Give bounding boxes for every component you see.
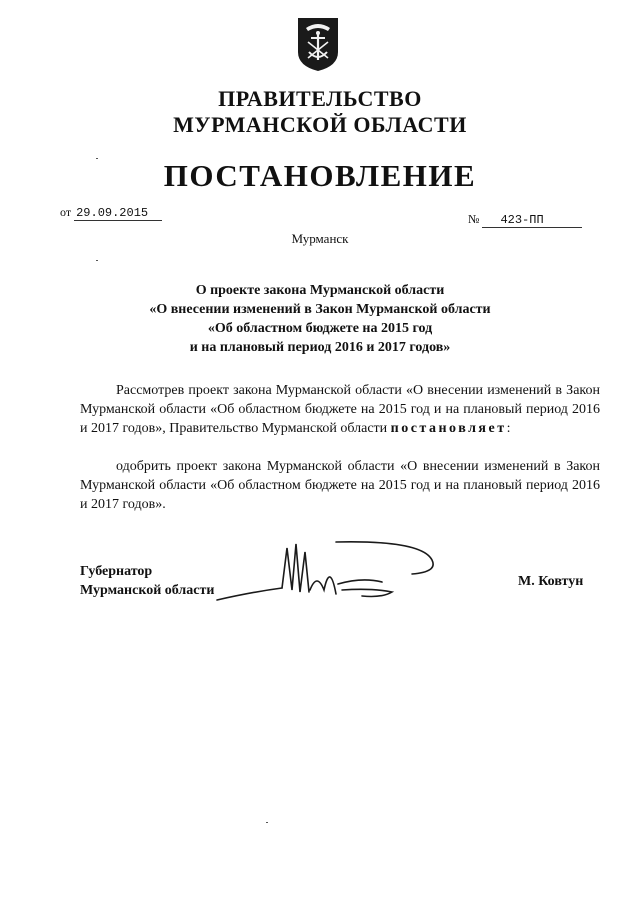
document-number-value: 423-ПП (482, 213, 581, 228)
date-field (60, 205, 162, 221)
subject-line1: О проекте закона Мурманской области (195, 283, 445, 298)
signer-position-line1: Губернатор (80, 564, 153, 579)
date-value: 29.09.2015 (74, 206, 162, 221)
document-number-field (468, 212, 582, 228)
preamble-text: Рассмотрев проект закона Мурманской области «О внесении изменений в Закон Мурманской области «Об областном бюджете на 2015 год и на плановый период 2016 и 2017 годов», Правительство Мурманской области (80, 383, 600, 436)
subject-line2: «О внесении изменений в Закон Мурманской области (149, 302, 491, 317)
decree-word: постановляет (390, 421, 507, 436)
date-prefix: от (60, 205, 72, 219)
scan-speck (96, 260, 98, 261)
subject-line4: и на плановый период 2016 и 2017 годов» (189, 340, 451, 355)
coat-of-arms-icon (296, 14, 340, 72)
subject-line3: «Об областном бюджете на 2015 год (207, 321, 433, 336)
government-title-line2: МУРМАНСКОЙ ОБЛАСТИ (173, 112, 467, 137)
body-paragraph-2: одобрить проект закона Мурманской области «О внесении изменений в Закон Мурманской области «Об областном бюджете на 2015 год и на плановый период 2016 и 2017 годов». (80, 459, 600, 512)
signer-position-line2: Мурманской области (80, 583, 215, 598)
number-prefix: № (468, 212, 480, 226)
document-type-heading: ПОСТАНОВЛЕНИЕ (163, 158, 477, 193)
city-name: Мурманск (291, 231, 349, 246)
scan-speck (266, 822, 268, 823)
body-paragraph-1 (80, 381, 600, 438)
decree-colon: : (506, 421, 511, 436)
signer-name: М. Ковтун (518, 574, 584, 589)
handwritten-signature (212, 532, 442, 612)
scan-speck (96, 158, 98, 159)
government-title-line1: ПРАВИТЕЛЬСТВО (218, 86, 422, 111)
